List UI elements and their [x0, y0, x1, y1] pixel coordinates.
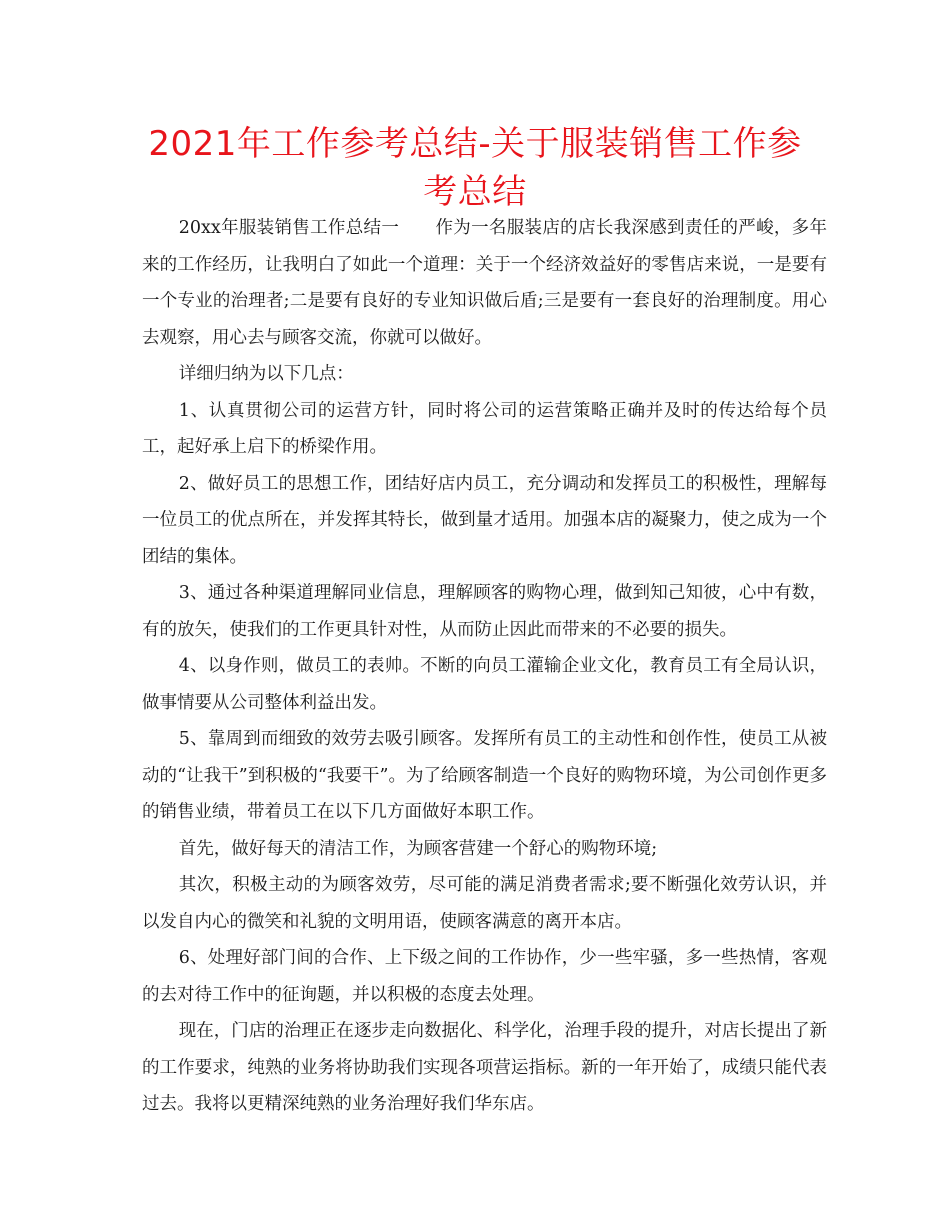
paragraph-point-6: 6、处理好部门间的合作、上下级之间的工作协作，少一些牢骚，多一些热情，客观的去对待工作中的征询题，并以积极的态度去处理。 — [142, 948, 827, 1005]
paragraph-point-1: 1、认真贯彻公司的运营方针，同时将公司的运营策略正确并及时的传达给每个员工，起好承上启下的桥梁作用。 — [142, 400, 827, 457]
paragraph-conclusion: 现在，门店的治理正在逐步走向数据化、科学化，治理手段的提升，对店长提出了新的工作要求，纯熟的业务将协助我们实现各项营运指标。新的一年开始了，成绩只能代表过去。我将以更精深纯熟的业务治理好我们华东店。 — [142, 1021, 827, 1114]
paragraph-point-4: 4、以身作则，做员工的表帅。不断的向员工灌输企业文化，教育员工有全局认识，做事情要从公司整体利益出发。 — [142, 656, 827, 713]
paragraph-point-3: 3、通过各种渠道理解同业信息，理解顾客的购物心理，做到知己知彼，心中有数，有的放矢，使我们的工作更具针对性，从而防止因此而带来的不必要的损失。 — [142, 583, 827, 640]
intro-lead: 20xx年服装销售工作总结一 — [178, 218, 400, 238]
paragraph-point-5: 5、靠周到而细致的效劳去吸引顾客。发挥所有员工的主动性和创作性，使员工从被动的“让我干”到积极的“我要干”。为了给顾客制造一个良好的购物环境，为公司创作更多的销售业绩，带着员工在以下几方面做好本职工作。 — [142, 729, 827, 822]
paragraph-intro — [142, 210, 827, 356]
paragraph-point-2: 2、做好员工的思想工作，团结好店内员工，充分调动和发挥员工的积极性，理解每一位员工的优点所在，并发挥其特长，做到量才适用。加强本店的凝聚力，使之成为一个团结的集体。 — [142, 473, 827, 567]
document-title: 2021年工作参考总结-关于服装销售工作参考总结 — [148, 124, 802, 212]
paragraph-summary-heading: 详细归纳为以下几点： — [178, 364, 354, 384]
document-body — [142, 210, 827, 1123]
paragraph-first: 首先，做好每天的清洁工作，为顾客营建一个舒心的购物环境; — [178, 838, 658, 859]
intro-text: 作为一名服装店的店长我深感到责任的严峻，多年来的工作经历，让我明白了如此一个道理：关于一个经济效益好的零售店来说，一是要有一个专业的治理者;二是要有良好的专业知识做后盾;三是要有一套良好的治理制度。用心去观察，用心去与顾客交流，你就可以做好。 — [142, 218, 827, 348]
paragraph-second: 其次，积极主动的为顾客效劳，尽可能的满足消费者需求;要不断强化效劳认识，并以发自内心的微笑和礼貌的文明用语，使顾客满意的离开本店。 — [142, 875, 827, 932]
